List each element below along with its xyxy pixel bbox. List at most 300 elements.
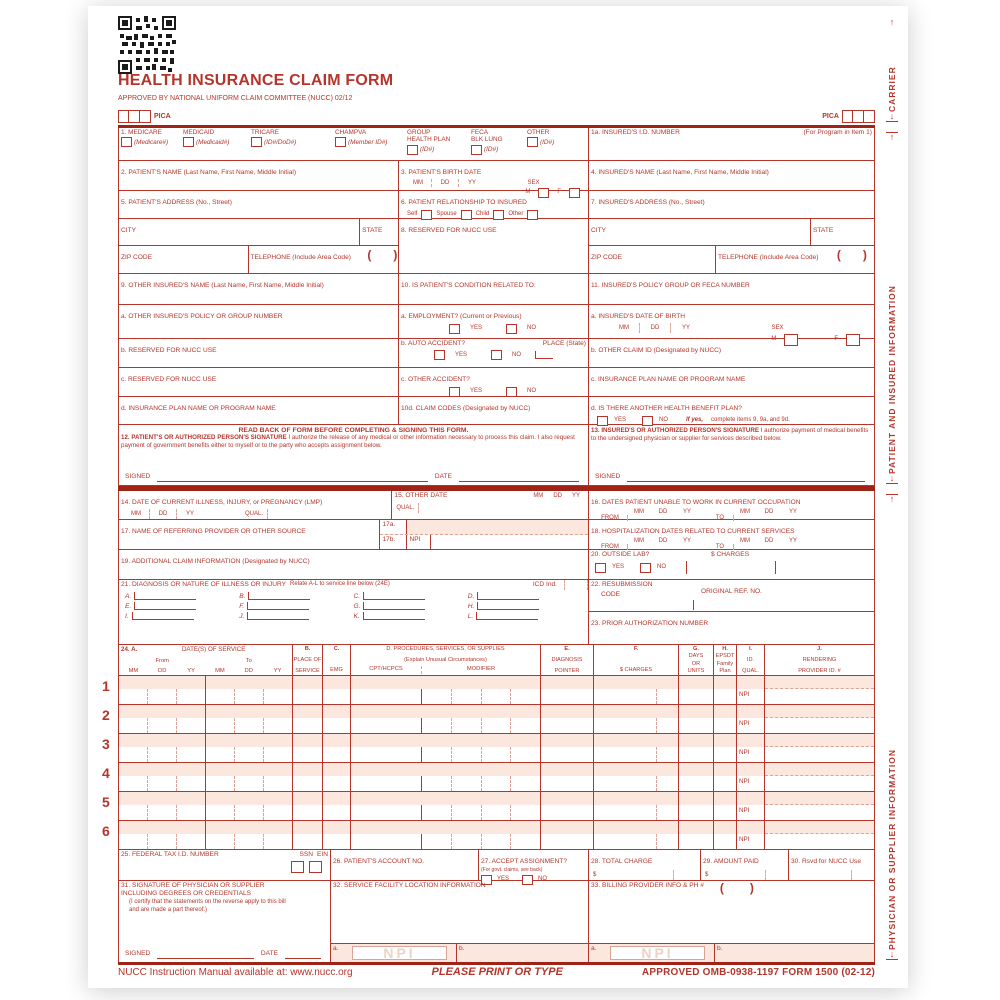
row-payer	[119, 128, 874, 161]
box-1a-insured-id[interactable]	[589, 128, 874, 160]
rail-patient-insured	[882, 132, 902, 484]
svc-qual[interactable]: NPI	[737, 821, 765, 849]
diag-i: I.	[125, 612, 129, 620]
box-18-hospitalization	[589, 520, 874, 549]
male-label: M	[525, 189, 531, 196]
box-28-total-charge[interactable]	[589, 850, 701, 880]
dollar-29: $	[705, 872, 709, 878]
box32-npi-strip	[331, 943, 588, 962]
box32-field[interactable]	[331, 891, 588, 943]
service-row-1	[102, 676, 874, 705]
pica-label-right: PICA	[822, 113, 839, 120]
yes-label4: YES	[614, 417, 627, 424]
svc-units[interactable]	[679, 763, 714, 791]
diag-j-field[interactable]	[247, 612, 309, 620]
box31-cert: (I certify that the statements on the reverse apply to this bill and are made a part thereof.)	[129, 899, 286, 913]
paren-right3: )	[749, 881, 754, 895]
svc-date-from[interactable]	[119, 792, 206, 820]
footer	[118, 966, 875, 978]
box-21-diagnosis	[119, 580, 588, 644]
box-29-amount-paid[interactable]	[701, 850, 789, 880]
insured-zip-field[interactable]	[589, 246, 716, 273]
box-5-patient-address[interactable]	[119, 191, 399, 218]
svc-cpt[interactable]	[351, 821, 541, 849]
svc-charges[interactable]	[594, 676, 679, 704]
pica-boxes-left[interactable]	[118, 110, 151, 123]
mm-18b: MM	[740, 538, 750, 544]
svc-cpt[interactable]	[351, 705, 541, 733]
svc-emg[interactable]	[323, 705, 351, 733]
row-b	[119, 339, 874, 368]
box7-label: 7. INSURED'S ADDRESS (No., Street)	[591, 199, 705, 206]
tricare-checkbox[interactable]	[251, 137, 262, 147]
box27-label: 27. ACCEPT ASSIGNMENT?	[481, 858, 567, 865]
svc-charges[interactable]	[594, 792, 679, 820]
svc-date-to[interactable]	[206, 792, 293, 820]
no-label6: NO	[538, 875, 548, 882]
diag-d-field[interactable]	[477, 592, 539, 600]
box17-label: 17. NAME OF REFERRING PROVIDER OR OTHER SOURCE	[121, 528, 306, 535]
box-4-insured-name[interactable]	[589, 161, 874, 190]
svc-pointer[interactable]	[541, 676, 594, 704]
svc-date-from[interactable]	[119, 763, 206, 791]
box-26-patient-account[interactable]	[331, 850, 479, 880]
diagnosis-grid	[119, 590, 588, 622]
box32b-field[interactable]	[474, 944, 588, 962]
diag-l-field[interactable]	[476, 612, 538, 620]
diag-c-field[interactable]	[363, 592, 425, 600]
npi-ghost2: NPI	[641, 945, 674, 961]
diag-g: G.	[353, 602, 361, 610]
lab-yes-checkbox[interactable]	[595, 563, 606, 573]
box31-label: 31. SIGNATURE OF PHYSICIAN OR SUPPLIER INCLUDING DEGREES OR CREDENTIALS	[121, 882, 265, 898]
svc-epsdt[interactable]	[714, 676, 737, 704]
svc-place[interactable]	[293, 792, 323, 820]
medicare-checkbox[interactable]	[121, 137, 132, 147]
form-grid-lower	[102, 491, 875, 962]
yes-label5: YES	[612, 564, 625, 571]
service-header	[119, 645, 874, 676]
box1-num: 1.	[121, 129, 127, 136]
hdr-dos: DATE(S) OF SERVICE	[181, 646, 246, 653]
male-label2: M	[771, 336, 777, 343]
yy-16a: YY	[682, 509, 691, 515]
opt-feca-label1: FECA	[471, 129, 489, 136]
box12-label: 12. PATIENT'S OR AUTHORIZED PERSON'S SIGNATURE	[121, 434, 287, 441]
original-ref-label: ORIGINAL REF. NO.	[701, 587, 762, 595]
icd-ind-field[interactable]	[564, 580, 588, 590]
group-sub: (ID#)	[420, 146, 435, 154]
box-2-patient-name[interactable]	[119, 161, 399, 190]
otheracc-no-checkbox[interactable]	[506, 387, 517, 397]
diag-a-field[interactable]	[134, 592, 196, 600]
box29-label: 29. AMOUNT PAID	[703, 858, 759, 865]
box-9d[interactable]	[119, 397, 399, 424]
diag-i-field[interactable]	[132, 612, 194, 620]
hdr-place: B. PLACE OF SERVICE	[293, 646, 322, 674]
divider-bottom	[118, 962, 875, 965]
dd-16b: DD	[764, 509, 774, 515]
medicaid-checkbox[interactable]	[183, 137, 194, 147]
yes-label: YES	[469, 325, 482, 332]
signed-label2: SIGNED	[595, 472, 621, 480]
form-title: HEALTH INSURANCE CLAIM FORM	[118, 72, 394, 89]
group-checkbox[interactable]	[407, 145, 418, 155]
box-11c[interactable]	[589, 368, 874, 396]
auto-no-checkbox[interactable]	[491, 350, 502, 360]
diag-a: A.	[125, 592, 132, 600]
box32a-npi-field[interactable]	[352, 946, 447, 960]
ssn-checkbox[interactable]	[291, 861, 304, 873]
box14-label: 14. DATE OF CURRENT ILLNESS, INJURY, or PREGNANCY (LMP)	[121, 499, 323, 506]
box-30-rsvd-nucc	[789, 850, 874, 880]
employment-no-checkbox[interactable]	[506, 324, 517, 334]
date-label2: DATE	[260, 949, 278, 957]
box12-body: I authorize the release of any medical or other information necessary to process this claim. I also request payment of government benefits either to myself or to the party who accepts assignment below.	[121, 434, 575, 449]
arrow-down-icon: ↓	[889, 111, 895, 121]
opt-tricare-label: TRICARE	[251, 129, 280, 136]
place-state-label: PLACE (State)	[542, 340, 586, 347]
svc-units[interactable]	[679, 792, 714, 820]
h-mm2: MM	[215, 668, 225, 674]
box-16-unable-to-work	[589, 491, 874, 519]
svc-place[interactable]	[293, 821, 323, 849]
box-23-prior-auth[interactable]	[589, 612, 874, 644]
dd-label4: DD	[553, 493, 562, 500]
row-31-33	[119, 881, 874, 962]
svc-date-to[interactable]	[206, 734, 293, 762]
lab-no-checkbox[interactable]	[640, 563, 651, 573]
mm-label: MM	[413, 180, 423, 186]
svc-place[interactable]	[293, 763, 323, 791]
box6-label: 6. PATIENT RELATIONSHIP TO INSURED	[401, 199, 527, 206]
mm-16b: MM	[740, 509, 750, 515]
pica-boxes-right[interactable]	[842, 110, 875, 123]
diag-k-field[interactable]	[363, 612, 425, 620]
diag-f-field[interactable]	[247, 602, 309, 610]
tricare-sub: (ID#/DoD#)	[264, 138, 297, 146]
carrier-rail-label: CARRIER	[887, 66, 897, 112]
svc-qual[interactable]: NPI	[737, 676, 765, 704]
svc-emg[interactable]	[323, 763, 351, 791]
box-11d-another-plan	[589, 397, 874, 424]
svc-place[interactable]	[293, 676, 323, 704]
svc-cpt[interactable]	[351, 734, 541, 762]
ein-checkbox[interactable]	[309, 861, 322, 873]
opt-medicare-label: MEDICARE	[128, 129, 162, 136]
insured-signature-line[interactable]	[627, 473, 865, 482]
svc-date-to[interactable]	[206, 763, 293, 791]
patient-city-field[interactable]	[119, 219, 360, 245]
svc-emg[interactable]	[323, 792, 351, 820]
box33a-npi-field[interactable]	[610, 946, 705, 960]
from-label: FROM	[601, 515, 619, 521]
svc-provider-id[interactable]	[765, 821, 874, 849]
no-label4: NO	[659, 417, 669, 424]
ein-label: EIN	[317, 851, 328, 858]
svc-charges[interactable]	[594, 705, 679, 733]
svc-charges[interactable]	[594, 734, 679, 762]
sex-label: SEX	[527, 180, 540, 186]
patient-phone-field[interactable]	[249, 246, 398, 273]
box33a-label: a.	[591, 945, 597, 952]
svc-date-to[interactable]	[206, 705, 293, 733]
other-rel-label: Other	[508, 211, 524, 218]
form-grid	[118, 128, 875, 488]
svc-qual[interactable]: NPI	[737, 792, 765, 820]
otheracc-yes-checkbox[interactable]	[449, 387, 460, 397]
box-6-relationship	[399, 191, 589, 218]
patient-state-field[interactable]	[360, 219, 398, 245]
box16-label: 16. DATES PATIENT UNABLE TO WORK IN CURRENT OCCUPATION	[591, 499, 801, 506]
auto-yes-checkbox[interactable]	[434, 350, 445, 360]
insured-phone-field[interactable]	[716, 246, 874, 273]
box-19-additional-claim[interactable]	[119, 550, 588, 579]
svc-emg[interactable]	[323, 821, 351, 849]
box-31-physician-signature	[119, 881, 331, 962]
other-checkbox[interactable]	[527, 137, 538, 147]
insured-state-field[interactable]	[811, 219, 874, 245]
svc-provider-id[interactable]	[765, 705, 874, 733]
pica-row	[118, 105, 875, 125]
svc-epsdt[interactable]	[714, 763, 737, 791]
phone-label2: TELEPHONE (Include Area Code)	[718, 253, 819, 261]
svc-qual[interactable]: NPI	[737, 763, 765, 791]
box-17-referring-provider[interactable]	[119, 520, 380, 549]
ifyes-rest: complete items 9, 9a, and 9d.	[711, 417, 790, 424]
yes-label3: YES	[469, 388, 482, 395]
svc-date-from[interactable]	[119, 676, 206, 704]
box10b-label: b. AUTO ACCIDENT?	[401, 340, 466, 347]
form-body	[102, 105, 875, 965]
pica-label-left: PICA	[154, 113, 171, 120]
box33-npi-strip	[589, 943, 874, 962]
svc-qual[interactable]: NPI	[737, 734, 765, 762]
box33b-label: b.	[714, 944, 732, 962]
npi-label: NPI	[406, 535, 430, 549]
box17b-field[interactable]	[430, 535, 588, 549]
female-label: F	[557, 189, 561, 196]
employment-yes-checkbox[interactable]	[449, 324, 460, 334]
svc-date-from[interactable]	[119, 705, 206, 733]
dd-label2: DD	[650, 325, 660, 331]
spouse-label: Spouse	[436, 211, 457, 218]
box-15-other-date	[392, 491, 588, 519]
box-9a[interactable]	[119, 305, 399, 338]
mm-18a: MM	[634, 538, 644, 544]
svc-charges[interactable]	[594, 821, 679, 849]
svc-epsdt[interactable]	[714, 734, 737, 762]
svc-date-to[interactable]	[206, 676, 293, 704]
physician-signature-line[interactable]	[157, 950, 254, 959]
qual-label2: QUAL.	[396, 505, 415, 512]
box17a-field[interactable]	[406, 520, 588, 534]
physician-supplier-rail-label: PHYSICIAN OR SUPPLIER INFORMATION	[887, 749, 897, 950]
yes-label6: YES	[497, 875, 510, 882]
box17b-label: 17b.	[382, 535, 396, 543]
svc-place[interactable]	[293, 705, 323, 733]
insured-city-field[interactable]	[589, 219, 811, 245]
row-names	[119, 161, 874, 196]
diag-e-field[interactable]	[134, 602, 196, 610]
row-a	[119, 305, 874, 343]
opt-group-label2: HEALTH PLAN	[407, 136, 451, 144]
diag-h: H.	[467, 602, 475, 610]
svc-provider-id[interactable]	[765, 676, 874, 704]
opt-medicaid-label: MEDICAID	[183, 129, 215, 136]
mm-label4: MM	[533, 493, 544, 500]
state-label2: STATE	[813, 227, 834, 234]
patient-signature-line[interactable]	[157, 473, 428, 482]
box3-label: 3. PATIENT'S BIRTH DATE	[401, 169, 482, 176]
box20-label: 20. OUTSIDE LAB?	[591, 551, 650, 558]
svc-qual[interactable]: NPI	[737, 705, 765, 733]
svc-charges[interactable]	[594, 763, 679, 791]
patient-sig-date-line[interactable]	[459, 473, 579, 482]
box33-field[interactable]	[589, 895, 874, 943]
box22-label1: 22. RESUBMISSION	[591, 580, 653, 588]
svc-pointer[interactable]	[541, 792, 594, 820]
svc-date-to[interactable]	[206, 821, 293, 849]
place-state-field[interactable]	[535, 351, 553, 359]
diag-b-field[interactable]	[248, 592, 310, 600]
box10-label: 10. IS PATIENT'S CONDITION RELATED TO:	[401, 282, 536, 289]
svc-units[interactable]	[679, 676, 714, 704]
svc-emg[interactable]	[323, 734, 351, 762]
service-row-number: 2	[102, 707, 110, 723]
box-10a-employment	[399, 305, 589, 338]
diag-g-field[interactable]	[363, 602, 425, 610]
service-row-number: 1	[102, 678, 110, 694]
rail-carrier	[882, 18, 902, 122]
box-14-current-illness	[119, 491, 392, 519]
rail-tick	[886, 483, 898, 484]
nucc-manual-note: NUCC Instruction Manual available at: www.nucc.org	[118, 967, 353, 978]
row-25-30	[119, 850, 874, 881]
box17a-label: 17a.	[380, 520, 406, 534]
ssn-label: SSN	[299, 851, 313, 858]
svc-place[interactable]	[293, 734, 323, 762]
service-row-number: 6	[102, 823, 110, 839]
opt-medicaid	[183, 129, 251, 159]
h-dd1: DD	[158, 668, 167, 674]
h-mm1: MM	[128, 668, 139, 674]
sex-label2: SEX	[771, 325, 784, 331]
yy-label: YY	[467, 180, 476, 186]
service-row-number: 5	[102, 794, 110, 810]
box-3-birth-date[interactable]	[399, 161, 589, 196]
diag-k: K.	[353, 612, 360, 620]
svc-cpt[interactable]	[351, 763, 541, 791]
box11a-label: a. INSURED'S DATE OF BIRTH	[591, 313, 686, 320]
svc-date-from[interactable]	[119, 821, 206, 849]
rail-tick	[886, 959, 898, 960]
svc-units[interactable]	[679, 705, 714, 733]
svc-cpt[interactable]	[351, 676, 541, 704]
no-label2: NO	[512, 351, 521, 358]
svc-pointer[interactable]	[541, 734, 594, 762]
svc-pointer[interactable]	[541, 763, 594, 791]
print-or-type-note: PLEASE PRINT OR TYPE	[431, 966, 563, 978]
dd-18a: DD	[658, 538, 668, 544]
yy-label2: YY	[681, 325, 690, 331]
svc-date-from[interactable]	[119, 734, 206, 762]
rail-tick	[886, 121, 898, 122]
svc-epsdt[interactable]	[714, 792, 737, 820]
svc-provider-id[interactable]	[765, 734, 874, 762]
box21-note: Relate A-L to service line below (24E)	[290, 581, 390, 588]
svc-pointer[interactable]	[541, 821, 594, 849]
svc-provider-id[interactable]	[765, 792, 874, 820]
box11b-label: b. OTHER CLAIM ID (Designated by NUCC)	[591, 347, 722, 354]
feca-checkbox[interactable]	[471, 145, 482, 155]
yes-label2: YES	[454, 351, 467, 358]
box-11b[interactable]	[589, 339, 874, 367]
diag-c: C.	[353, 592, 361, 600]
svc-pointer[interactable]	[541, 705, 594, 733]
phone-label: TELEPHONE (Include Area Code)	[250, 253, 351, 261]
box-9-other-insured[interactable]	[119, 274, 399, 304]
hdr-cpt: CPT/HCPCS	[369, 666, 403, 672]
opt-champva-label: CHAMPVA	[335, 129, 367, 136]
service-row-number: 3	[102, 736, 110, 752]
patient-zip-field[interactable]	[119, 246, 249, 273]
box-10c-other-accident	[399, 368, 589, 396]
box1a-label: 1a. INSURED'S I.D. NUMBER	[591, 129, 680, 136]
svc-epsdt[interactable]	[714, 705, 737, 733]
physician-date-line[interactable]	[285, 950, 321, 959]
svc-emg[interactable]	[323, 676, 351, 704]
diag-h-field[interactable]	[477, 602, 539, 610]
yy-label4: YY	[571, 493, 580, 500]
box-10d-claim-codes[interactable]	[399, 397, 589, 424]
box23-label: 23. PRIOR AUTHORIZATION NUMBER	[591, 620, 709, 628]
box-8-reserved	[399, 219, 589, 273]
yy-16b: YY	[788, 509, 797, 515]
hdr-charges: F. $ CHARGES	[594, 645, 679, 675]
hdr-emg: C. EMG	[323, 645, 351, 675]
date-label: DATE	[434, 472, 452, 480]
box-11-policy-group[interactable]	[589, 274, 874, 304]
paren-left3: (	[719, 881, 724, 895]
box33b-field[interactable]	[732, 944, 874, 962]
svc-epsdt[interactable]	[714, 821, 737, 849]
box11d-label: d. IS THERE ANOTHER HEALTH BENEFIT PLAN?	[591, 405, 742, 412]
arrow-up-icon: ↑	[889, 17, 895, 27]
svc-units[interactable]	[679, 821, 714, 849]
box-10b-auto-accident	[399, 339, 589, 367]
box-33-billing-provider	[589, 881, 874, 962]
svc-provider-id[interactable]	[765, 763, 874, 791]
svc-units[interactable]	[679, 734, 714, 762]
hdr-days-units: G. DAYS OR UNITS	[679, 645, 714, 675]
box9-label: 9. OTHER INSURED'S NAME (Last Name, First Name, Middle Initial)	[121, 282, 324, 289]
diag-j: J.	[239, 612, 245, 620]
row-c	[119, 368, 874, 397]
row-d	[119, 397, 874, 425]
ifyes-label: If yes,	[686, 417, 704, 424]
child-label: Child	[475, 211, 490, 218]
champva-checkbox[interactable]	[335, 137, 346, 147]
box-7-insured-address[interactable]	[589, 191, 874, 218]
svc-cpt[interactable]	[351, 792, 541, 820]
hdr-to: To	[245, 658, 252, 664]
charges-divider2	[775, 561, 776, 574]
diag-d: D.	[467, 592, 475, 600]
paren-right: )	[393, 247, 398, 262]
box22-label2: CODE	[601, 590, 621, 598]
box-12-patient-signature	[119, 425, 589, 485]
